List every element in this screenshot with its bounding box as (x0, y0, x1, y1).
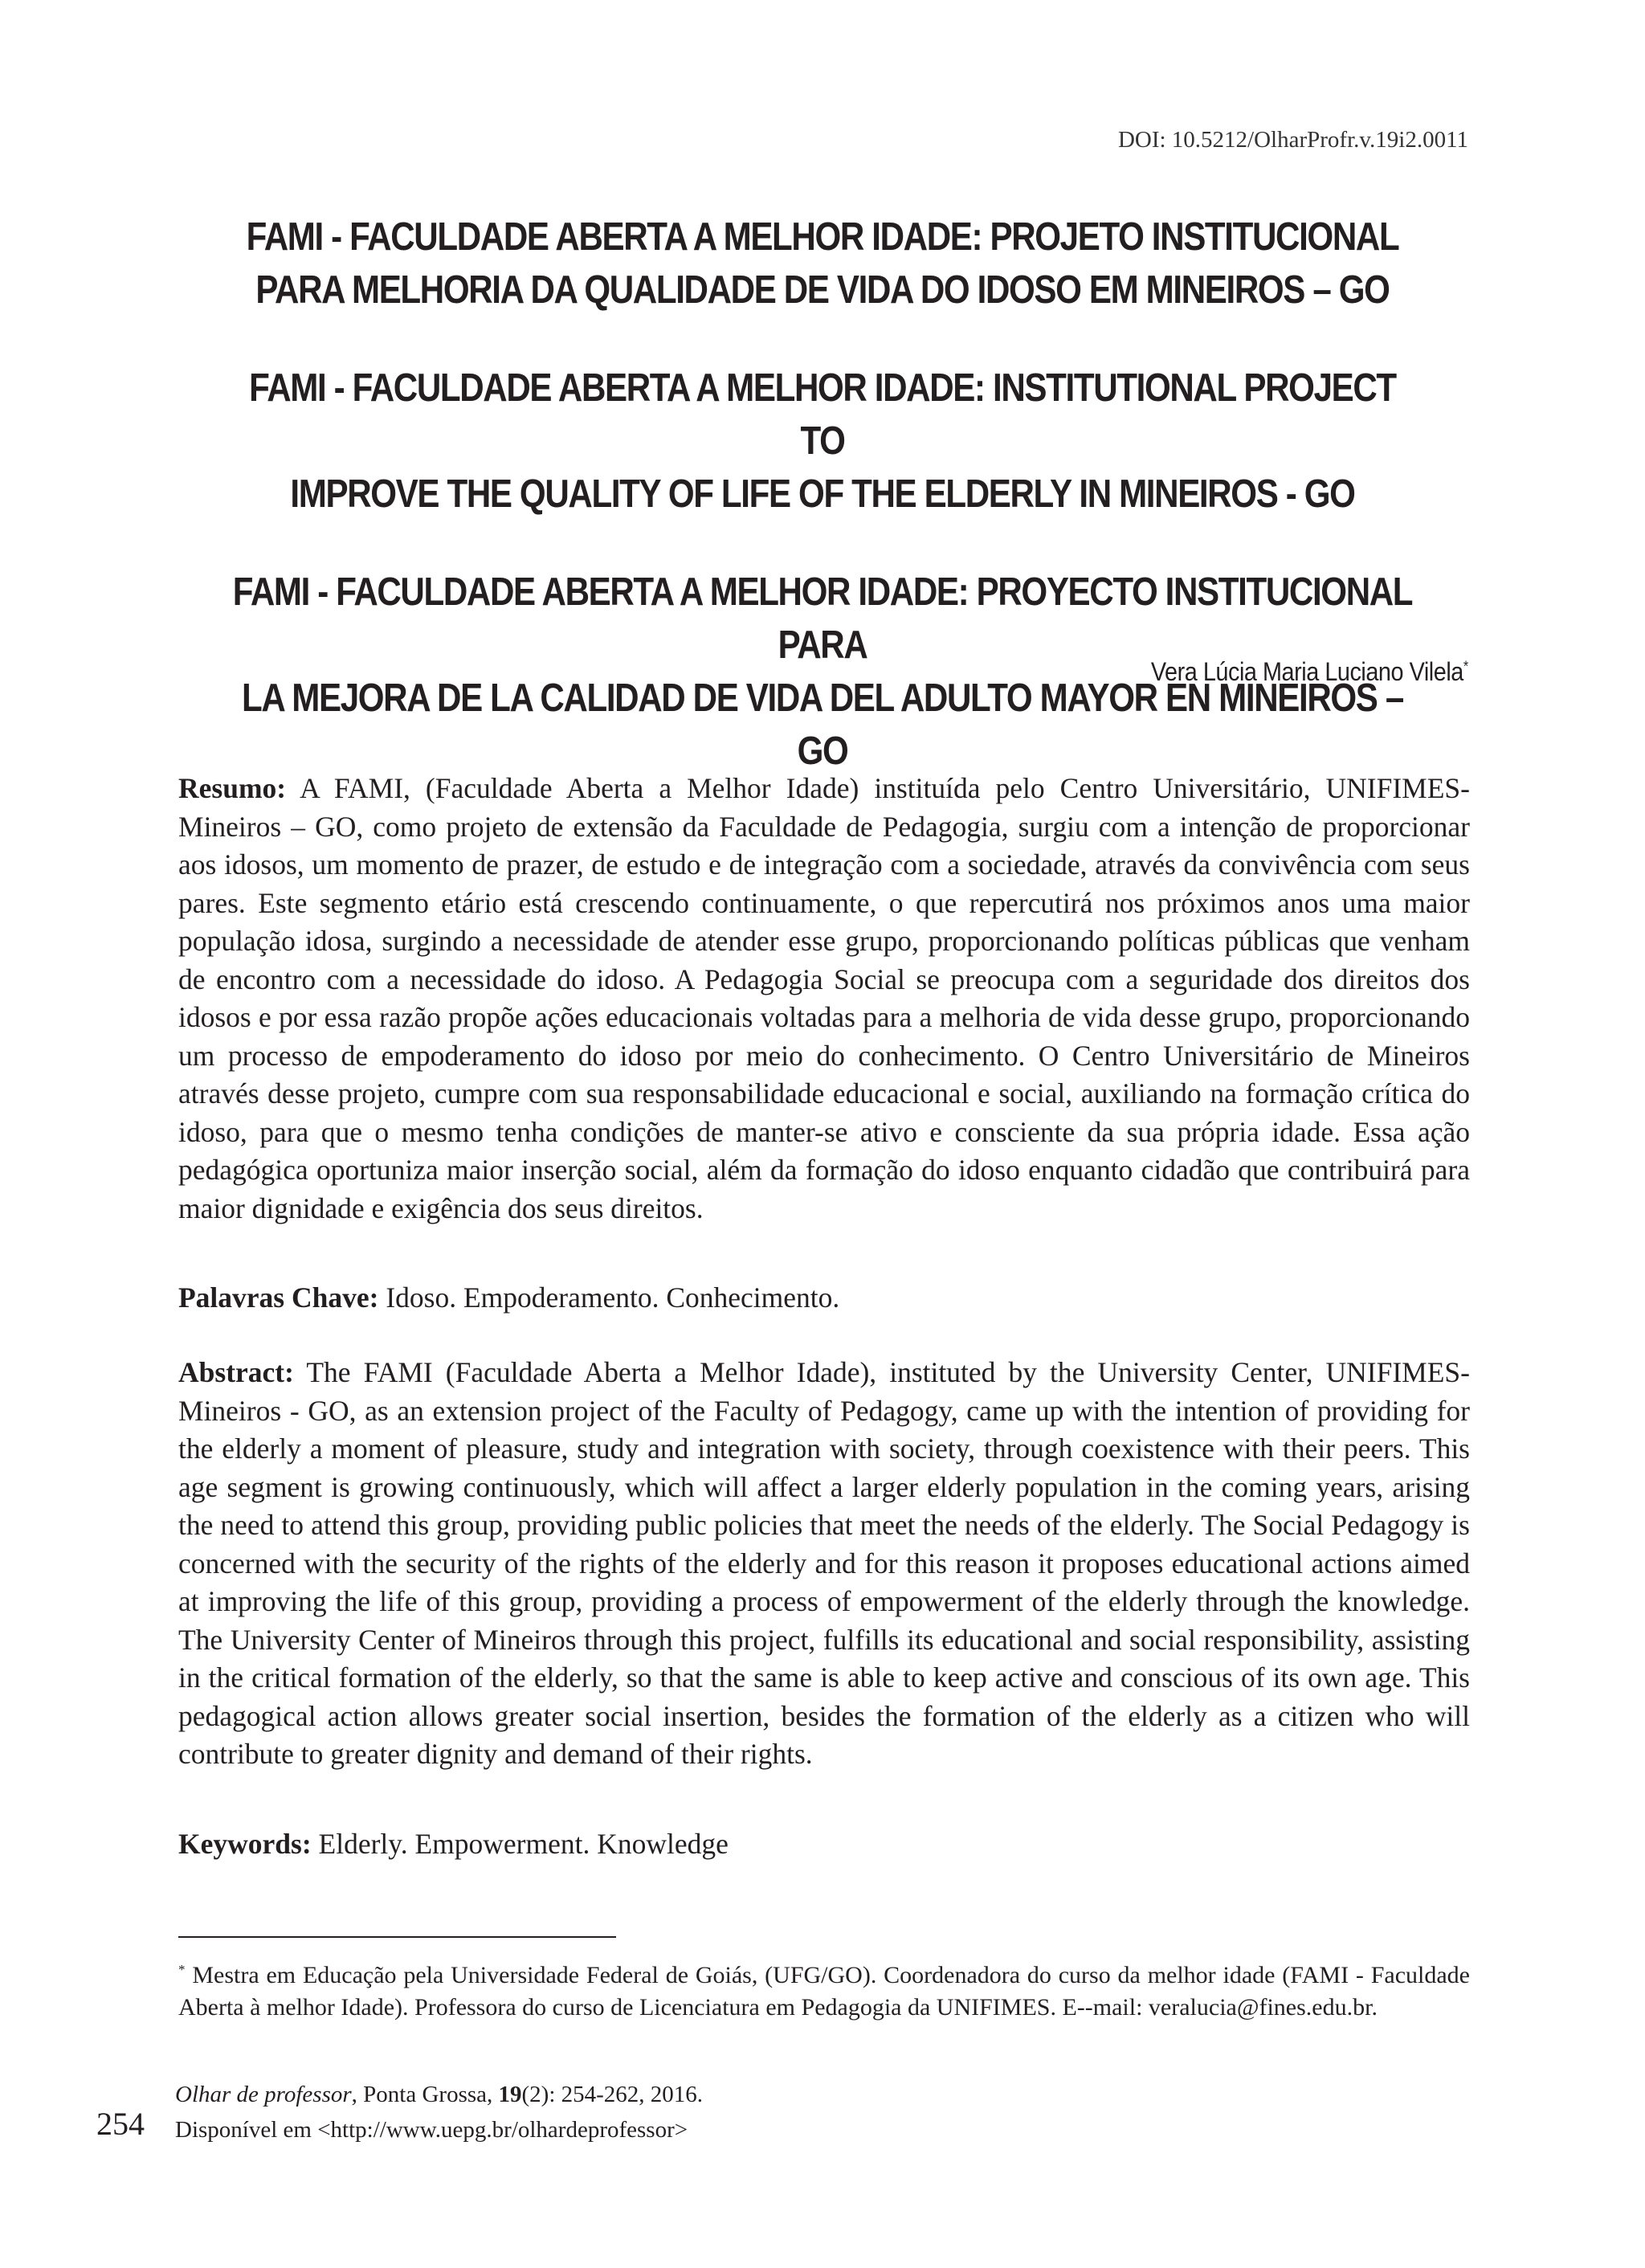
author (1151, 657, 1468, 687)
abstract-text: The FAMI (Faculdade Aberta a Melhor Idade), instituted by the University Center, UNIFIMES-Mineiros - GO, as an extension project of the Faculty of Pedagogy, came up with the intention of providing for the elderly a moment of pleasure, study and integration with society, through coexistence with their peers. This age segment is growing continuously, which will affect a larger elderly population in the coming years, arising the need to attend this group, providing public policies that meet the needs of the elderly. The Social Pedagogy is concerned with the security of the rights of the elderly and for this reason it proposes educational actions aimed at improving the life of this group, providing a process of empowerment of the elderly through the knowledge. The University Center of Mineiros through this project, fulfills its educational and social responsibility, assisting in the critical formation of the elderly, so that the same is able to keep active and conscious of its own age. This pedagogical action allows greater social insertion, besides the formation of the elderly as a citizen who will contribute to greater dignity and demand of their rights. (178, 1356, 1470, 1770)
resumo-label: Resumo: (178, 772, 287, 804)
doi: DOI: 10.5212/OlharProfr.v.19i2.0011 (1117, 127, 1468, 153)
title-pt-line-2: PARA MELHORIA DA QUALIDADE DE VIDA DO IDOSO EM MINEIROS – GO (255, 268, 1390, 312)
footnote (178, 1954, 1470, 2024)
title-english (233, 362, 1413, 521)
resumo-text: A FAMI, (Faculdade Aberta a Melhor Idade) instituída pelo Centro Universitário, UNIFIMES-Mineiros – GO, como projeto de extensão da Faculdade de Pedagogia, surgiu com a intenção de proporcionar aos idosos, um momento de prazer, de estudo e de integração com a sociedade, através da convivência com seus pares. Este segmento etário está crescendo continuamente, o que repercutirá nos próximos anos uma maior população idosa, surgindo a necessidade de atender esse grupo, proporcionando políticas públicas que venham de encontro com a necessidade do idoso. A Pedagogia Social se preocupa com a seguridade dos direitos dos idosos e por essa razão propõe ações educacionais voltadas para a melhoria de vida desse grupo, proporcionando um processo de empoderamento do idoso por meio do conhecimento. O Centro Universitário de Mineiros através desse projeto, cumpre com sua responsabilidade educacional e social, auxiliando na formação crítica do idoso, para que o mesmo tenha condições de manter-se ativo e consciente da sua própria idade. Essa ação pedagógica oportuniza maior inserção social, além da formação do idoso enquanto cidadão que contribuirá para maior dignidade e exigência dos seus direitos. (178, 772, 1470, 1224)
title-portuguese (233, 210, 1413, 317)
journal-place: , Ponta Grossa, (351, 2082, 499, 2107)
title-es-line-2: LA MEJORA DE LA CALIDAD DE VIDA DEL ADULTO MAYOR EN MINEIROS – GO (242, 676, 1403, 773)
author-footnote-marker: * (1463, 658, 1468, 675)
palavras-label: Palavras Chave: (178, 1281, 379, 1314)
title-pt-line-1: FAMI - FACULDADE ABERTA A MELHOR IDADE: PROJETO INSTITUCIONAL (246, 215, 1399, 259)
citation-line-1 (175, 2077, 703, 2112)
abstract-paragraph (178, 1354, 1470, 1774)
title-en-line-1: FAMI - FACULDADE ABERTA A MELHOR IDADE: INSTITUTIONAL PROJECT TO (249, 366, 1396, 463)
titles-block (137, 210, 1508, 823)
title-es-line-1: FAMI - FACULDADE ABERTA A MELHOR IDADE: PROYECTO INSTITUCIONAL PARA (232, 570, 1413, 667)
palavras-chave-paragraph (178, 1279, 1470, 1318)
keywords-text: Elderly. Empowerment. Knowledge (311, 1828, 729, 1860)
page-number: 254 (96, 2106, 145, 2142)
abstract-label: Abstract: (178, 1356, 294, 1388)
footnote-text: Mestra em Educação pela Universidade Federal de Goiás, (UFG/GO). Coordenadora do curso da melhor idade (FAMI - Faculdade Aberta à melhor Idade). Professora do curso de Licenciatura em Pedagogia da UNIFIMES. E--mail: veralucia@fines.edu.br. (178, 1962, 1470, 2021)
resumo-paragraph (178, 770, 1470, 1228)
citation (175, 2077, 703, 2147)
keywords-label: Keywords: (178, 1828, 312, 1860)
footnote-marker: * (178, 1962, 186, 1977)
author-name: Vera Lúcia Maria Luciano Vilela (1151, 657, 1464, 686)
journal-volume: 19 (498, 2082, 522, 2107)
footnote-divider (178, 1936, 616, 1938)
journal-name: Olhar de professor (175, 2082, 352, 2107)
title-en-line-2: IMPROVE THE QUALITY OF LIFE OF THE ELDERLY IN MINEIROS - GO (290, 472, 1355, 516)
keywords-paragraph (178, 1825, 1470, 1864)
palavras-text: Idoso. Empoderamento. Conhecimento. (378, 1281, 840, 1314)
citation-line-2: Disponível em <http://www.uepg.br/olhardeprofessor> (175, 2117, 688, 2143)
journal-issue-pages: (2): 254-262, 2016. (521, 2082, 704, 2107)
